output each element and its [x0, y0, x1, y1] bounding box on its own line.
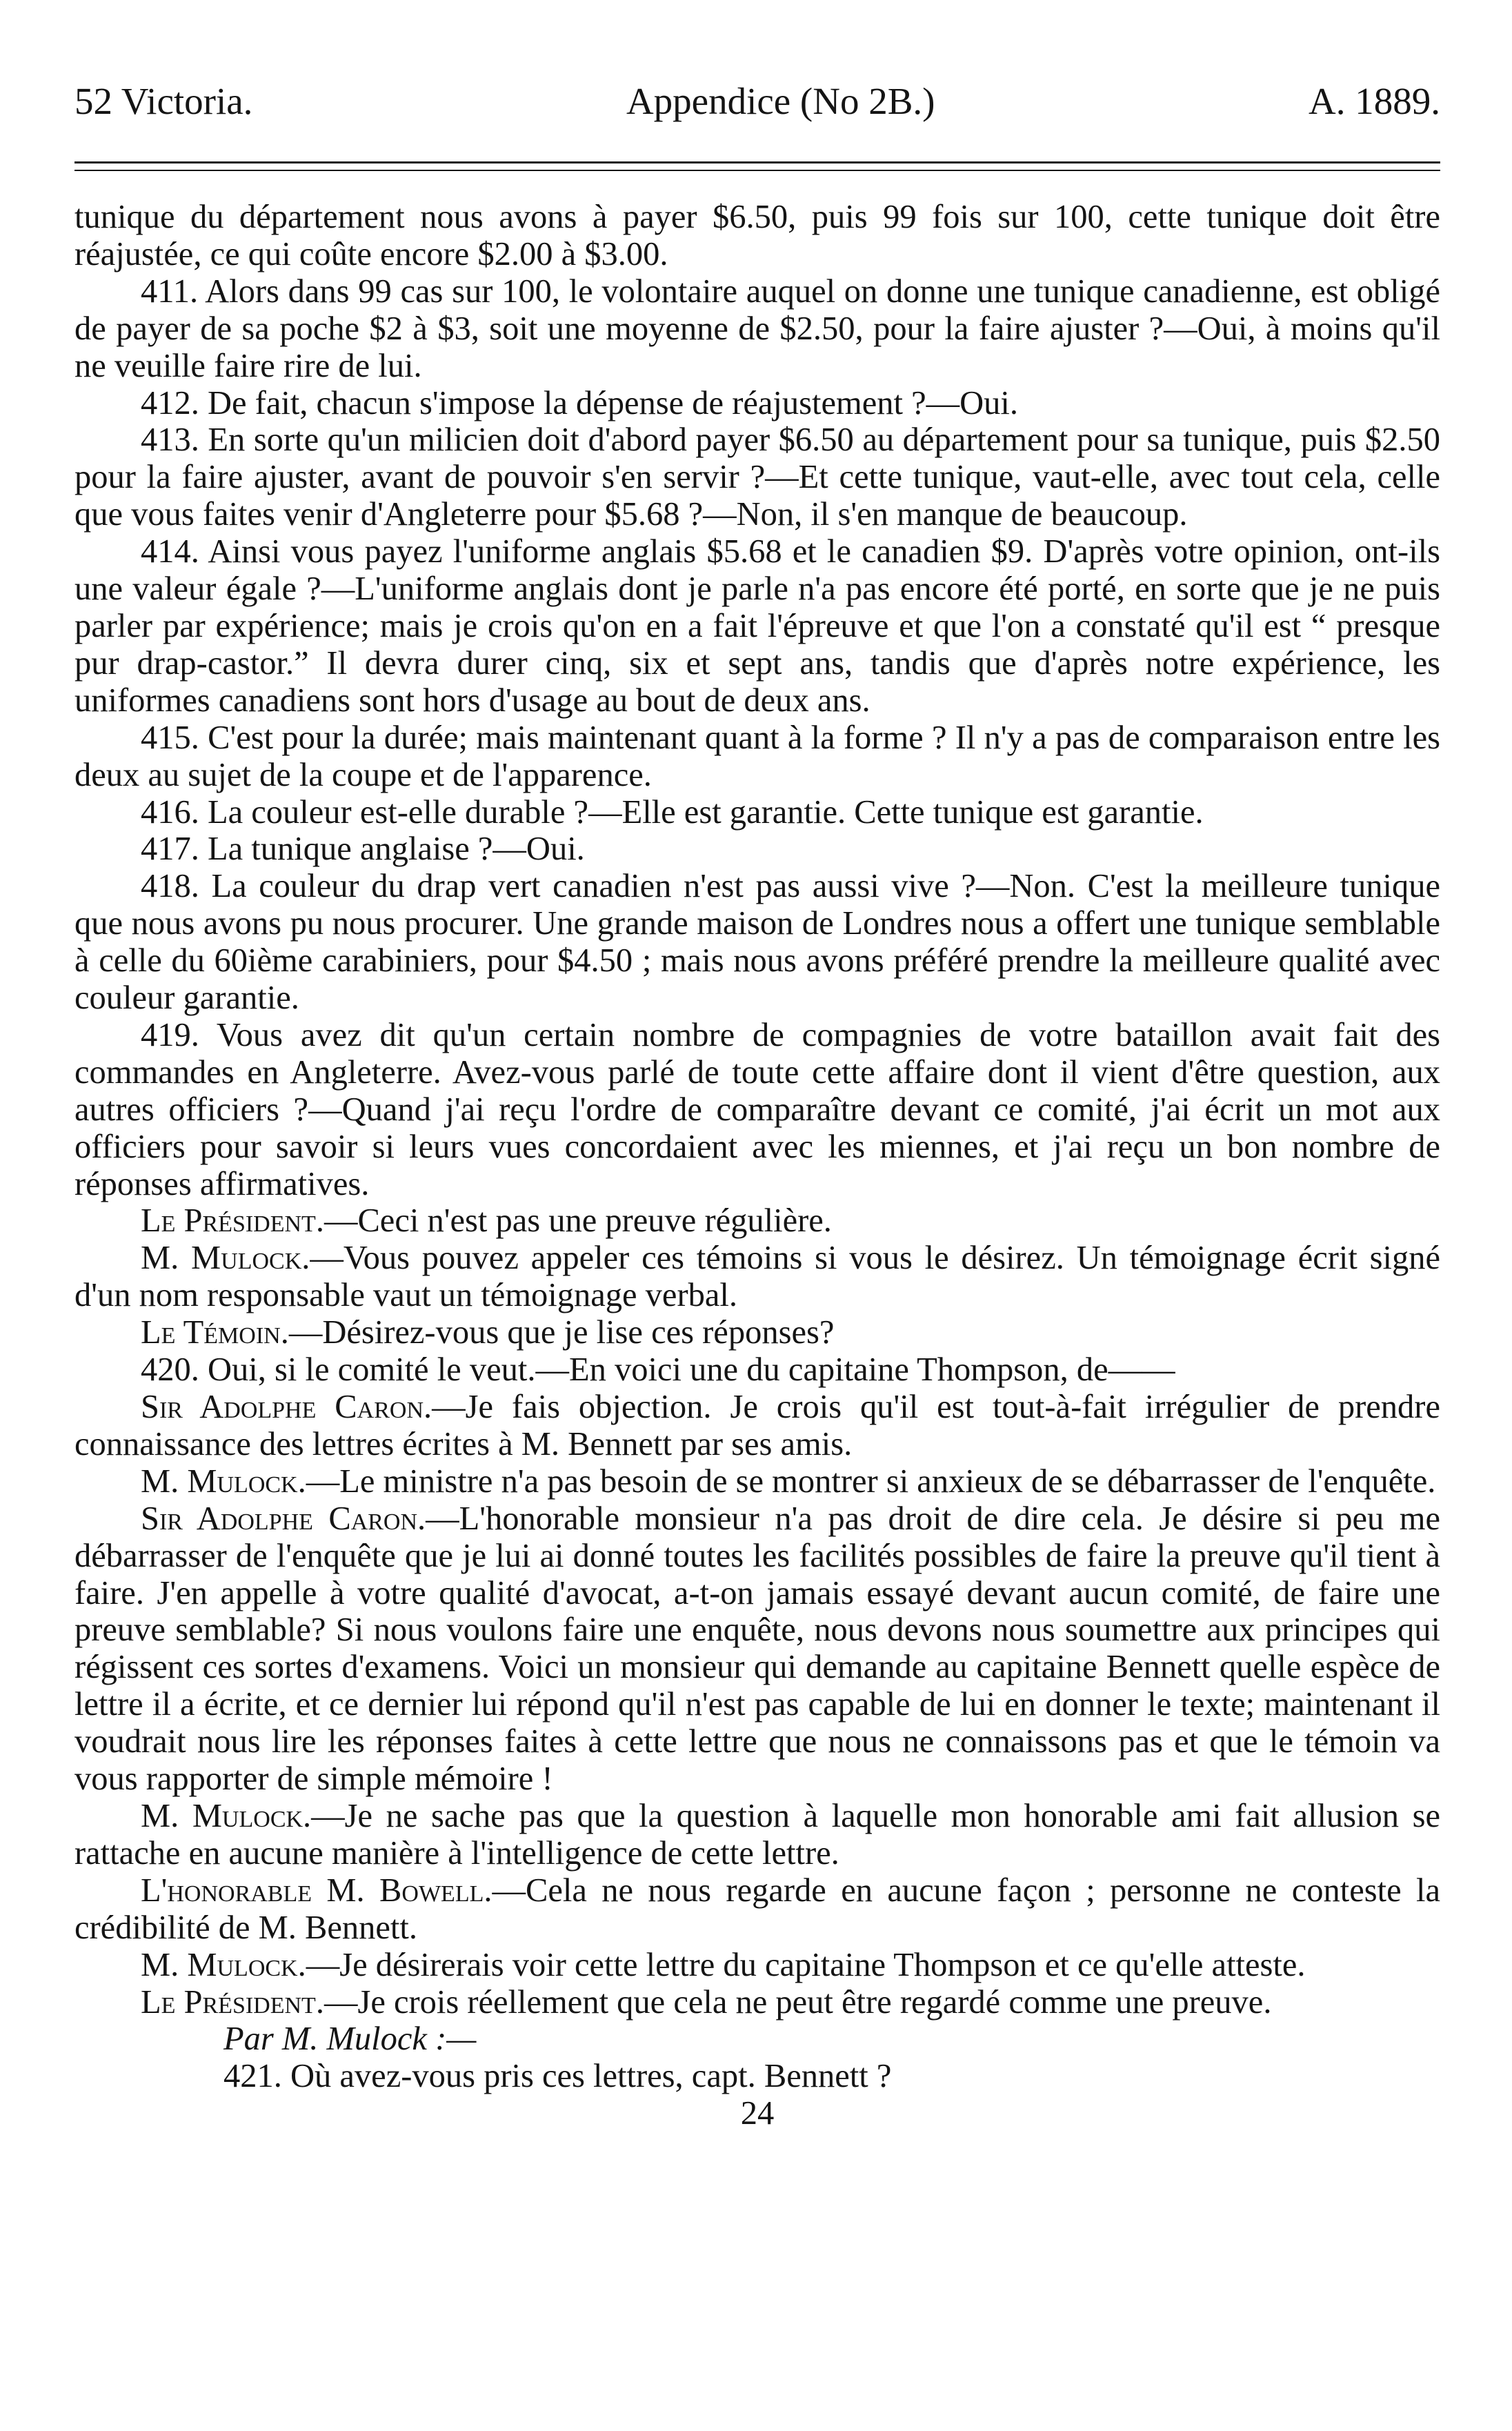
- speaker-name: Le Président.: [141, 1202, 324, 1240]
- paragraph-text: 413. En sorte qu'un milicien doit d'abord payer $6.50 au département pour sa tunique, puis $2.50 pour la faire ajuster, avant de pouvoir s'en servir ?—Et cette tunique, vaut-elle, avec tout cela, celle que vous faites venir d'Angleterre pour $5.68 ?—Non, il s'en manque de beaucoup.: [74, 421, 1440, 533]
- header-rule-thin: [74, 170, 1440, 171]
- header-appendix: Appendice (No 2B.): [626, 80, 935, 122]
- paragraph-text: —Je ne sache pas que la question à laquelle mon honorable ami fait allusion se rattache en aucune manière à l'intelligence de cette lettre.: [74, 1797, 1440, 1872]
- speaker-name: L'honorable M. Bowell.: [141, 1872, 493, 1909]
- speaker-name: M. Mulock.: [141, 1946, 306, 1983]
- speaker-name: Le Témoin.: [141, 1314, 289, 1351]
- paragraph-text: 419. Vous avez dit qu'un certain nombre de compagnies de votre bataillon avait fait des commandes en Angleterre. Avez-vous parlé de toute cette affaire dont il vient d'être question, aux autres officiers ?—Quand j'ai reçu l'ordre de comparaître devant ce comité, j'ai écrit un mot aux officiers pour savoir si leurs vues concordaient avec les miennes, et j'ai reçu un bon nombre de réponses affirmatives.: [74, 1016, 1440, 1202]
- speaker-name: Le Président.: [141, 1983, 324, 2021]
- paragraph: [74, 421, 1440, 533]
- paragraph-text: —Désirez-vous que je lise ces réponses?: [288, 1314, 835, 1351]
- header-rule-thick: [74, 161, 1440, 163]
- speaker-name: Sir Adolphe Caron.: [141, 1389, 432, 1425]
- speaker-name: M. Mulock.: [141, 1462, 306, 1500]
- header-year: A. 1889.: [1309, 80, 1440, 122]
- document-body: [74, 199, 1440, 2095]
- paragraph: [74, 1798, 1440, 1872]
- paragraph: [74, 794, 1440, 831]
- document-page: [74, 77, 1440, 2131]
- paragraph-text: 412. De fait, chacun s'impose la dépense de réajustement ?—Oui.: [141, 384, 1019, 421]
- paragraph: [74, 1463, 1440, 1500]
- paragraph: [74, 1202, 1440, 1240]
- paragraph-text: —Ceci n'est pas une preuve régulière.: [324, 1202, 832, 1240]
- paragraph-text: tunique du département nous avons à payer $6.50, puis 99 fois sur 100, cette tunique doit être réajustée, ce qui coûte encore $2.00 à $3.00.: [74, 199, 1440, 272]
- paragraph-text: —Je désirerais voir cette lettre du capitaine Thompson et ce qu'elle atteste.: [306, 1946, 1306, 1983]
- paragraph: [74, 1872, 1440, 1947]
- paragraph: [74, 1240, 1440, 1314]
- examiner-heading: Par M. Mulock :—: [223, 2021, 477, 2058]
- paragraph: [74, 1500, 1440, 1798]
- paragraph: [74, 1984, 1440, 2021]
- paragraph-text: —Je fais objection. Je crois qu'il est tout-à-fait irrégulier de prendre connaissance des lettres écrites à M. Bennett par ses amis.: [74, 1389, 1440, 1462]
- paragraph: [74, 1314, 1440, 1351]
- paragraph: [74, 273, 1440, 385]
- paragraph-text: 415. C'est pour la durée; mais maintenant quant à la forme ? Il n'y a pas de comparaison entre les deux au sujet de la coupe et de l'apparence.: [74, 719, 1440, 793]
- paragraph: [74, 533, 1440, 720]
- speaker-name: M. Mulock.: [141, 1240, 310, 1277]
- paragraph-text: —L'honorable monsieur n'a pas droit de dire cela. Je désire si peu me débarrasser de l'enquête que je lui ai donné toutes les facilités possibles de faire la preuve qu'il tient à faire. J'en appelle à votre qualité d'avocat, a-t-on jamais essayé devant aucun comité, de faire une preuve semblable? Si nous voulons faire une enquête, nous devons nous soumettre aux principes qui régissent ces sortes d'examens. Voici un monsieur qui demande au capitaine Bennett quelle espèce de lettre il a écrite, et ce dernier lui répond qu'il n'est pas capable de lui en donner le texte; maintenant il voudrait nous lire les réponses faites à cette lettre que nous ne connaissons pas et que le témoin va vous rapporter de simple mémoire !: [74, 1500, 1440, 1798]
- paragraph: [74, 2058, 1440, 2095]
- paragraph-text: —Cela ne nous regarde en aucune façon ; personne ne conteste la crédibilité de M. Bennett.: [74, 1872, 1440, 1946]
- paragraph-text: —Le ministre n'a pas besoin de se montrer si anxieux de se débarrasser de l'enquête.: [306, 1462, 1436, 1500]
- paragraph-text: —Vous pouvez appeler ces témoins si vous le désirez. Un témoignage écrit signé d'un nom responsable vaut un témoignage verbal.: [74, 1240, 1440, 1314]
- paragraph-text: 420. Oui, si le comité le veut.—En voici une du capitaine Thompson, de——: [141, 1351, 1175, 1389]
- paragraph: [74, 831, 1440, 868]
- paragraph: [74, 1389, 1440, 1463]
- paragraph-text: 414. Ainsi vous payez l'uniforme anglais $5.68 et le canadien $9. D'après votre opinion, ont-ils une valeur égale ?—L'uniforme anglais dont je parle n'a pas encore été porté, en sorte que je ne puis parler par expérience; mais je crois qu'on en a fait l'épreuve et que l'on a constaté qu'il est “ presque pur drap-castor.” Il devra durer cinq, six et sept ans, tandis que d'après notre expérience, les uniformes canadiens sont hors d'usage au bout de deux ans.: [74, 533, 1440, 719]
- paragraph: [74, 1017, 1440, 1203]
- paragraph: [74, 868, 1440, 1017]
- paragraph: [74, 199, 1440, 273]
- paragraph-text: 411. Alors dans 99 cas sur 100, le volontaire auquel on donne une tunique canadienne, est obligé de payer de sa poche $2 à $3, soit une moyenne de $2.50, pour la faire ajuster ?—Oui, à moins qu'il ne veuille faire rire de lui.: [74, 272, 1440, 384]
- page-header: [74, 77, 1440, 132]
- speaker-name: M. Mulock.: [141, 1797, 312, 1834]
- paragraph-text: —Je crois réellement que cela ne peut être regardé comme une preuve.: [324, 1983, 1272, 2021]
- paragraph: [74, 720, 1440, 794]
- speaker-name: Sir Adolphe Caron.: [141, 1500, 426, 1537]
- paragraph-text: 418. La couleur du drap vert canadien n'est pas aussi vive ?—Non. C'est la meilleure tunique que nous avons pu nous procurer. Une grande maison de Londres nous a offert une tunique semblable à celle du 60ième carabiniers, pour $4.50 ; mais nous avons préféré prendre la meilleure qualité avec couleur garantie.: [74, 868, 1440, 1017]
- paragraph-text: 416. La couleur est-elle durable ?—Elle est garantie. Cette tunique est garantie.: [141, 793, 1204, 831]
- paragraph: [74, 1351, 1440, 1389]
- paragraph-text: 421. Où avez-vous pris ces lettres, capt. Bennett ?: [223, 2058, 892, 2095]
- header-session: 52 Victoria.: [74, 80, 253, 122]
- paragraph: [74, 385, 1440, 422]
- paragraph: [74, 2021, 1440, 2058]
- paragraph-text: 417. La tunique anglaise ?—Oui.: [141, 831, 585, 868]
- page-number: 24: [740, 2095, 775, 2132]
- paragraph: [74, 1947, 1440, 1984]
